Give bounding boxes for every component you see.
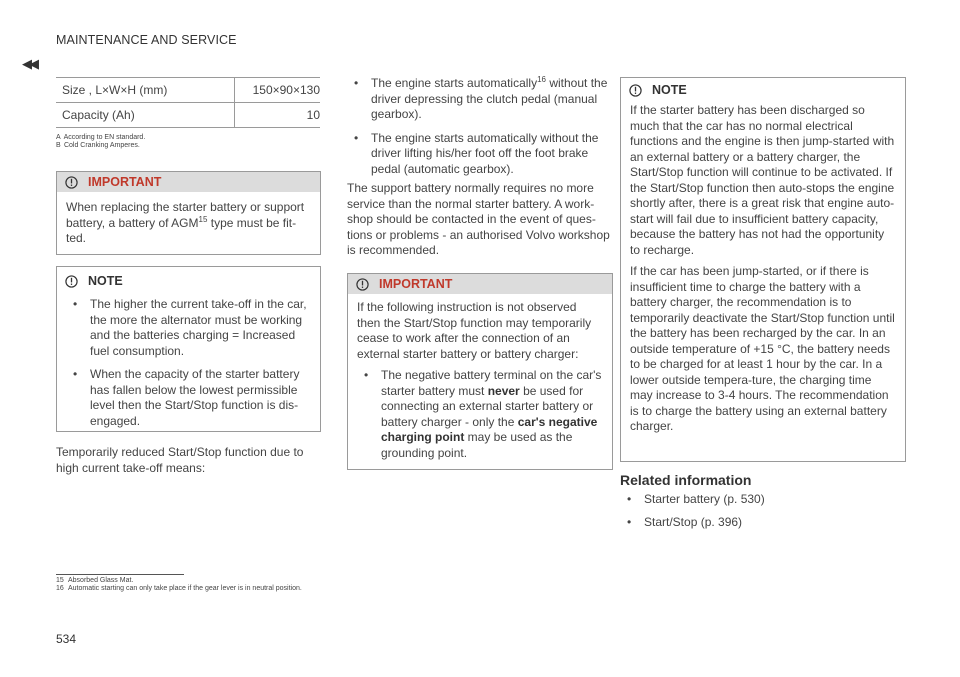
warning-icon — [356, 278, 369, 291]
footnote-ref: 16 — [537, 75, 546, 84]
spec-label: Size , L×W×H (mm) — [56, 78, 235, 103]
important-box — [347, 273, 613, 470]
table-footnotes — [56, 134, 145, 150]
bullet-text: without the driver depressing the clutch pedal (manual gearbox). — [371, 76, 608, 121]
list-item: • The higher the current take-off in the car, the more the alternator must be working and the batteries charging = Increased fuel consumption. — [66, 297, 311, 359]
double-chevron-left-icon[interactable]: ◀◀ — [22, 56, 36, 71]
page-footnotes — [56, 577, 302, 593]
footnote-letter: B — [56, 142, 61, 149]
bold-text: never — [487, 383, 520, 398]
important-title: IMPORTANT — [88, 175, 162, 189]
footnote-text: Absorbed Glass Mat. — [68, 577, 134, 584]
warning-icon — [65, 176, 78, 189]
list-item: • The engine starts automatically without the driver lifting his/her foot off the foot brake pedal (automatic gearbox). — [347, 131, 615, 178]
info-icon — [629, 84, 642, 97]
table-row — [56, 103, 320, 128]
note-header — [57, 271, 320, 291]
important-text: When replacing the starter battery or support battery, a battery of AGM — [66, 200, 305, 230]
footnote-ref: 15 — [198, 214, 208, 224]
note-paragraph: If the starter battery has been discharged so much that the car has no normal electrical functions and the engine is then jump-started with an external battery or a battery charger, the Start/Stop function will continue to be activated. If the Start/Stop function then auto-stops the engine shortly after, there is a great risk that engine auto-start will fail due to insufficient battery capacity, because the battery has not had the opportunity to recharge. — [630, 103, 895, 257]
bullet-text: be used for connecting an external starter battery or battery charger - only the — [381, 383, 594, 429]
table-row — [56, 78, 320, 103]
bullet-text: may be used as the grounding point. — [381, 430, 573, 460]
list-item — [347, 76, 615, 123]
spec-value: 150×90×130 — [235, 78, 321, 103]
footnote-text: According to EN standard. — [63, 134, 146, 141]
footnote-number: 15 — [56, 577, 64, 584]
important-header — [57, 172, 320, 192]
note-title: NOTE — [88, 274, 123, 288]
note-body — [621, 100, 905, 449]
note-box — [56, 266, 321, 432]
spec-table — [56, 77, 320, 128]
paragraph: Temporarily reduced Start/Stop function due to high current take-off means: — [56, 445, 304, 475]
footnote-divider — [56, 574, 184, 575]
bullet-text: The engine starts automatically — [371, 76, 538, 90]
important-box — [56, 171, 321, 255]
bold-text: car's negative charging point — [381, 414, 598, 444]
important-text: If the following instruction is not observed then the Start/Stop function may temporarily cease to work after the connection of an external starter battery or battery charger: — [357, 300, 592, 361]
middle-bullets — [347, 76, 615, 185]
note-paragraph: If the car has been jump-started, or if there is insufficient time to charge the battery with a battery charger, the recommendation is to temporarily deactivate the Start/Stop function until the battery has been recharged by the car. In an outside temperature of +15 °C, the battery needs to be charged for at least 1 hour by the car. In a lower outside tempera-ture, the charging time may increase to 3-4 hours. The recommendation is to charge the battery using an external battery charger. — [630, 264, 895, 433]
spec-label: Capacity (Ah) — [56, 103, 235, 128]
footnote-text: Cold Cranking Amperes. — [63, 142, 140, 149]
important-title: IMPORTANT — [379, 277, 453, 291]
spec-value: 10 — [235, 103, 321, 128]
info-icon — [65, 275, 78, 288]
note-title: NOTE — [652, 83, 687, 97]
paragraph: The support battery normally requires no more service than the normal starter battery. A work-shop should be contacted in the event of ques-tions or problems - an authorised Volvo workshop is recommended. — [347, 181, 610, 257]
related-link[interactable]: • Start/Stop (p. 396) — [620, 515, 900, 531]
important-body — [348, 294, 612, 477]
note-body — [57, 291, 320, 445]
important-header — [348, 274, 612, 294]
footnote-text: Automatic starting can only take place if the gear lever is in neutral position. — [68, 585, 302, 592]
page-section-title: MAINTENANCE AND SERVICE — [56, 33, 237, 47]
related-information — [620, 473, 900, 539]
important-text: type must be fit-ted. — [66, 215, 297, 245]
important-body — [57, 192, 320, 255]
page-number: 534 — [56, 632, 77, 646]
list-item: • When the capacity of the starter battery has fallen below the lowest permissible level then the Start/Stop function is dis-engaged. — [66, 367, 311, 429]
related-title: Related information — [620, 472, 752, 488]
list-item — [357, 368, 603, 461]
bullet-text: The negative battery terminal on the car's starter battery must — [381, 368, 602, 398]
footnote-number: 16 — [56, 585, 64, 592]
related-link[interactable]: • Starter battery (p. 530) — [620, 492, 900, 508]
note-box — [620, 77, 906, 462]
note-header — [621, 80, 905, 100]
footnote-letter: A — [56, 134, 61, 141]
